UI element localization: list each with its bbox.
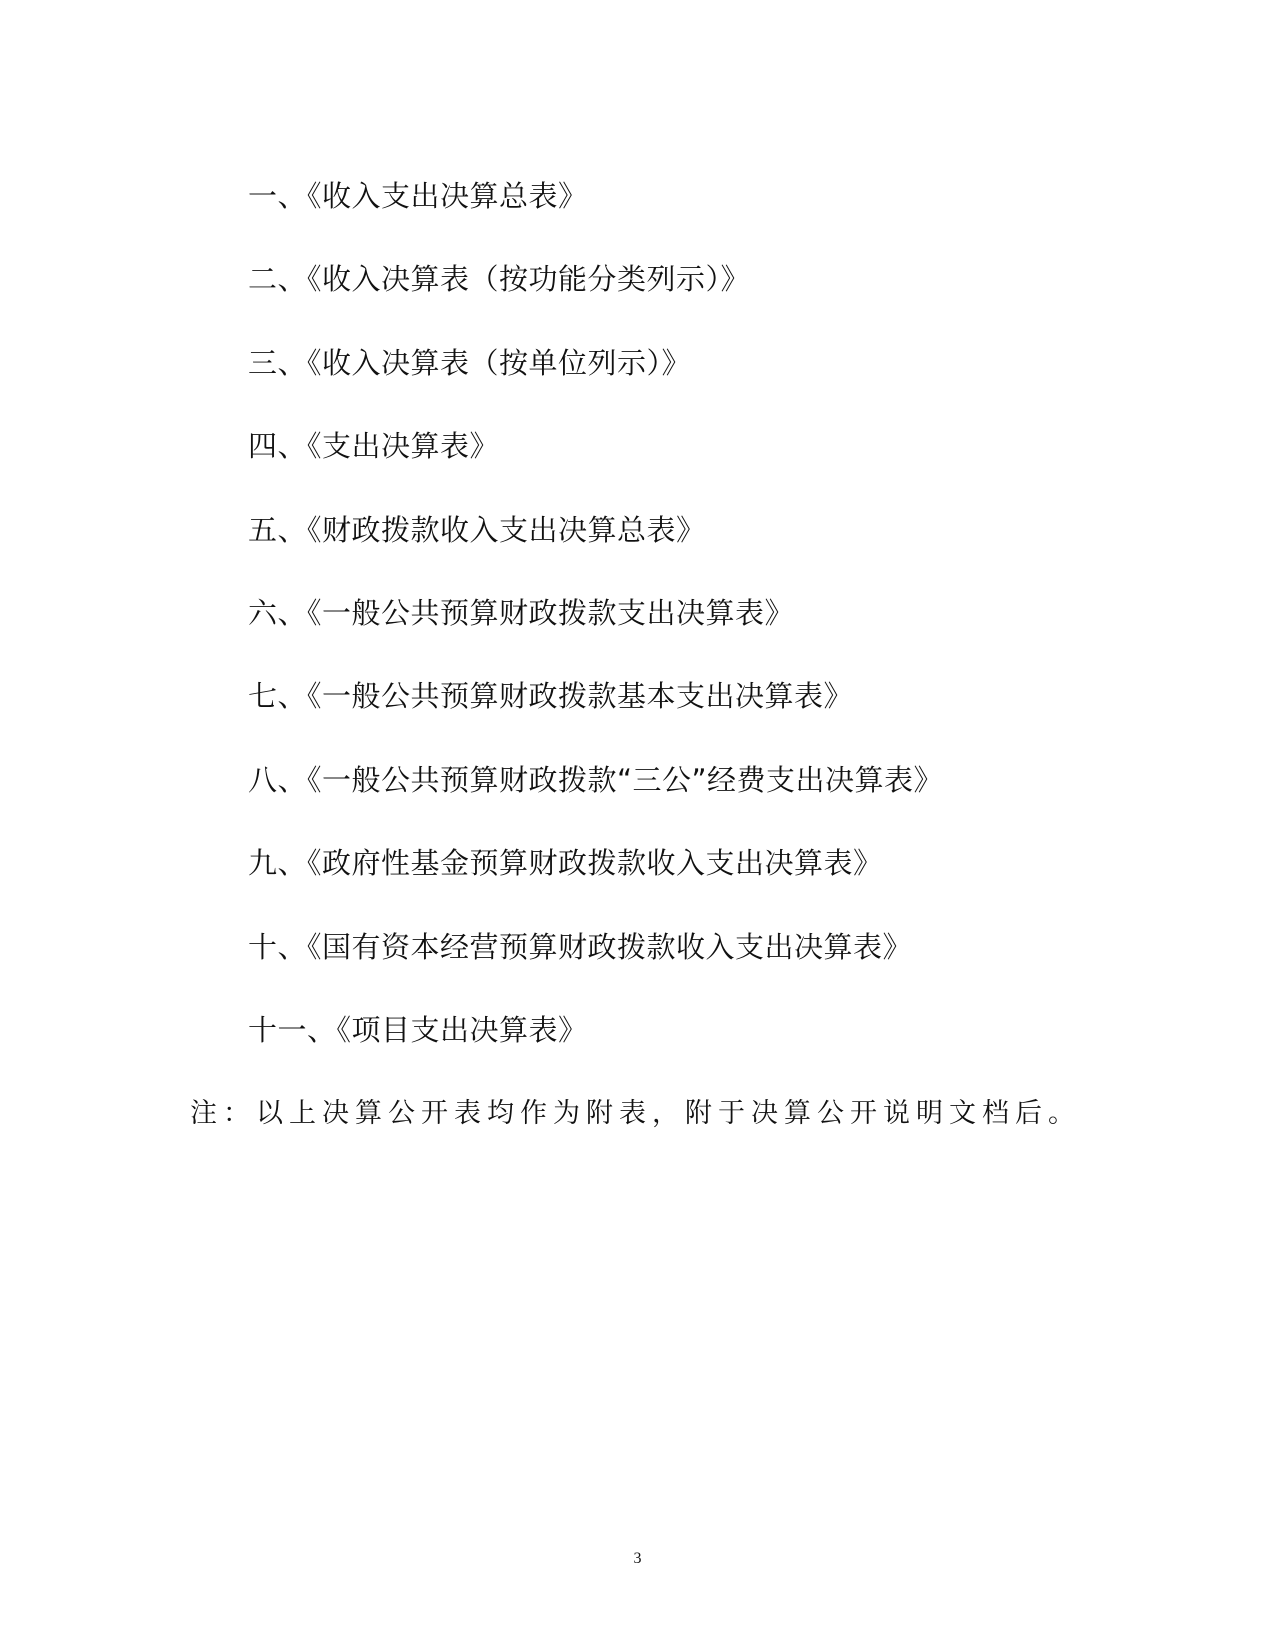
list-item: 一、《收入支出决算总表》 xyxy=(248,179,588,213)
list-item: 九、《政府性基金预算财政拨款收入支出决算表》 xyxy=(248,846,883,881)
list-item: 二、《收入决算表（按功能分类列示）》 xyxy=(248,262,751,297)
list-item: 四、《支出决算表》 xyxy=(248,429,500,464)
list-item: 七、《一般公共预算财政拨款基本支出决算表》 xyxy=(248,679,854,714)
list-item: 十一、《项目支出决算表》 xyxy=(248,1012,588,1047)
note-text: 注：以上决算公开表均作为附表，附于决算公开说明文档后。 xyxy=(190,1098,1081,1129)
list-item: 六、《一般公共预算财政拨款支出决算表》 xyxy=(248,595,795,630)
list-item: 三、《收入决算表（按单位列示）》 xyxy=(248,345,692,380)
page-number: 3 xyxy=(633,1550,642,1567)
list-item: 五、《财政拨款收入支出决算总表》 xyxy=(248,512,706,547)
table-list xyxy=(248,176,943,1093)
list-item: 十、《国有资本经营预算财政拨款收入支出决算表》 xyxy=(248,929,913,964)
list-item: 八、《一般公共预算财政拨款“三公”经费支出决算表》 xyxy=(248,762,944,797)
